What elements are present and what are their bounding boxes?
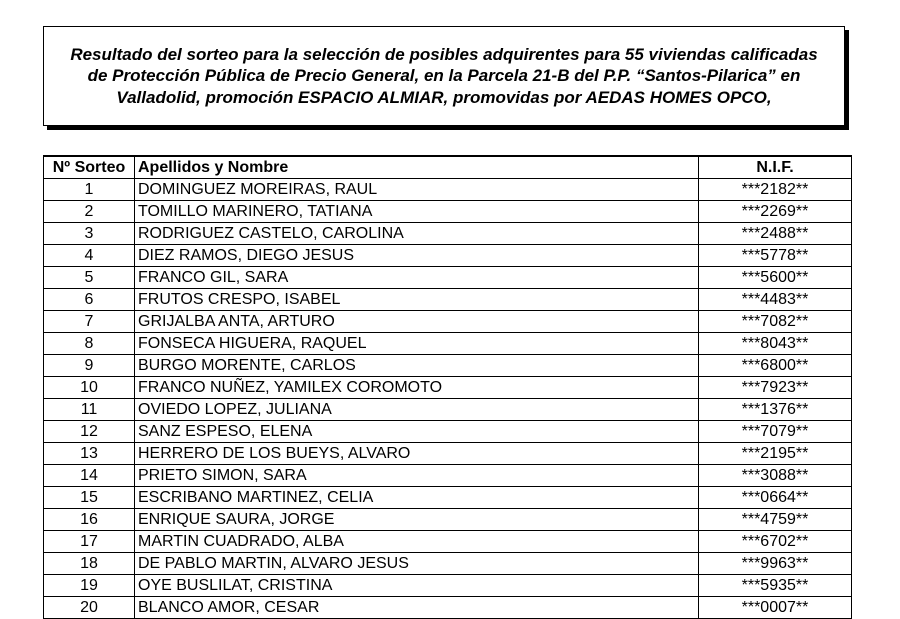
draw-number-cell: 18 <box>44 553 135 575</box>
table-header-row <box>44 156 852 179</box>
header-nif: N.I.F. <box>699 156 852 179</box>
nif-cell: ***0664** <box>699 487 852 509</box>
table-row <box>44 509 852 531</box>
document-title-box <box>43 26 845 126</box>
draw-number-cell: 17 <box>44 531 135 553</box>
draw-number-cell: 13 <box>44 443 135 465</box>
table-row <box>44 245 852 267</box>
full-name-cell: FRANCO NUÑEZ, YAMILEX COROMOTO <box>135 377 699 399</box>
draw-number-cell: 16 <box>44 509 135 531</box>
draw-number-cell: 11 <box>44 399 135 421</box>
full-name-cell: SANZ ESPESO, ELENA <box>135 421 699 443</box>
results-table-container <box>43 155 851 619</box>
full-name-cell: FRANCO GIL, SARA <box>135 267 699 289</box>
full-name-cell: TOMILLO MARINERO, TATIANA <box>135 201 699 223</box>
draw-number-cell: 3 <box>44 223 135 245</box>
draw-number-cell: 4 <box>44 245 135 267</box>
draw-number-cell: 19 <box>44 575 135 597</box>
table-row <box>44 531 852 553</box>
draw-number-cell: 15 <box>44 487 135 509</box>
draw-number-cell: 5 <box>44 267 135 289</box>
nif-cell: ***2182** <box>699 179 852 201</box>
nif-cell: ***3088** <box>699 465 852 487</box>
draw-number-cell: 12 <box>44 421 135 443</box>
table-row <box>44 289 852 311</box>
full-name-cell: OYE BUSLILAT, CRISTINA <box>135 575 699 597</box>
header-draw-number: Nº Sorteo <box>44 156 135 179</box>
table-row <box>44 267 852 289</box>
document-title: Resultado del sorteo para la selección de posibles adquirentes para 55 viviendas calificadas de Protección Pública de Precio General, en la Parcela 21-B del P.P. “Santos-Pilarica” en Valladolid, promoción ESPACIO ALMIAR, promovidas por AEDAS HOMES OPCO, <box>70 44 818 107</box>
full-name-cell: FRUTOS CRESPO, ISABEL <box>135 289 699 311</box>
table-row <box>44 179 852 201</box>
results-table <box>43 155 852 619</box>
draw-number-cell: 9 <box>44 355 135 377</box>
nif-cell: ***2488** <box>699 223 852 245</box>
full-name-cell: GRIJALBA ANTA, ARTURO <box>135 311 699 333</box>
nif-cell: ***7923** <box>699 377 852 399</box>
full-name-cell: BURGO MORENTE, CARLOS <box>135 355 699 377</box>
full-name-cell: HERRERO DE LOS BUEYS, ALVARO <box>135 443 699 465</box>
table-row <box>44 443 852 465</box>
nif-cell: ***2269** <box>699 201 852 223</box>
full-name-cell: PRIETO SIMON, SARA <box>135 465 699 487</box>
draw-number-cell: 2 <box>44 201 135 223</box>
table-row <box>44 355 852 377</box>
table-row <box>44 575 852 597</box>
full-name-cell: DOMINGUEZ MOREIRAS, RAUL <box>135 179 699 201</box>
nif-cell: ***1376** <box>699 399 852 421</box>
full-name-cell: DE PABLO MARTIN, ALVARO JESUS <box>135 553 699 575</box>
nif-cell: ***0007** <box>699 597 852 619</box>
table-row <box>44 465 852 487</box>
full-name-cell: BLANCO AMOR, CESAR <box>135 597 699 619</box>
table-row <box>44 311 852 333</box>
nif-cell: ***7079** <box>699 421 852 443</box>
table-row <box>44 223 852 245</box>
draw-number-cell: 8 <box>44 333 135 355</box>
table-row <box>44 421 852 443</box>
draw-number-cell: 7 <box>44 311 135 333</box>
draw-number-cell: 6 <box>44 289 135 311</box>
table-row <box>44 487 852 509</box>
table-row <box>44 399 852 421</box>
full-name-cell: ESCRIBANO MARTINEZ, CELIA <box>135 487 699 509</box>
nif-cell: ***4483** <box>699 289 852 311</box>
full-name-cell: DIEZ RAMOS, DIEGO JESUS <box>135 245 699 267</box>
full-name-cell: FONSECA HIGUERA, RAQUEL <box>135 333 699 355</box>
nif-cell: ***2195** <box>699 443 852 465</box>
nif-cell: ***7082** <box>699 311 852 333</box>
full-name-cell: RODRIGUEZ CASTELO, CAROLINA <box>135 223 699 245</box>
full-name-cell: OVIEDO LOPEZ, JULIANA <box>135 399 699 421</box>
header-full-name: Apellidos y Nombre <box>135 156 699 179</box>
nif-cell: ***4759** <box>699 509 852 531</box>
table-row <box>44 377 852 399</box>
draw-number-cell: 20 <box>44 597 135 619</box>
nif-cell: ***5778** <box>699 245 852 267</box>
full-name-cell: MARTIN CUADRADO, ALBA <box>135 531 699 553</box>
table-row <box>44 201 852 223</box>
draw-number-cell: 14 <box>44 465 135 487</box>
full-name-cell: ENRIQUE SAURA, JORGE <box>135 509 699 531</box>
table-row <box>44 553 852 575</box>
table-row <box>44 333 852 355</box>
nif-cell: ***5600** <box>699 267 852 289</box>
nif-cell: ***6800** <box>699 355 852 377</box>
nif-cell: ***8043** <box>699 333 852 355</box>
draw-number-cell: 10 <box>44 377 135 399</box>
draw-number-cell: 1 <box>44 179 135 201</box>
nif-cell: ***9963** <box>699 553 852 575</box>
nif-cell: ***6702** <box>699 531 852 553</box>
table-body <box>44 179 852 619</box>
nif-cell: ***5935** <box>699 575 852 597</box>
